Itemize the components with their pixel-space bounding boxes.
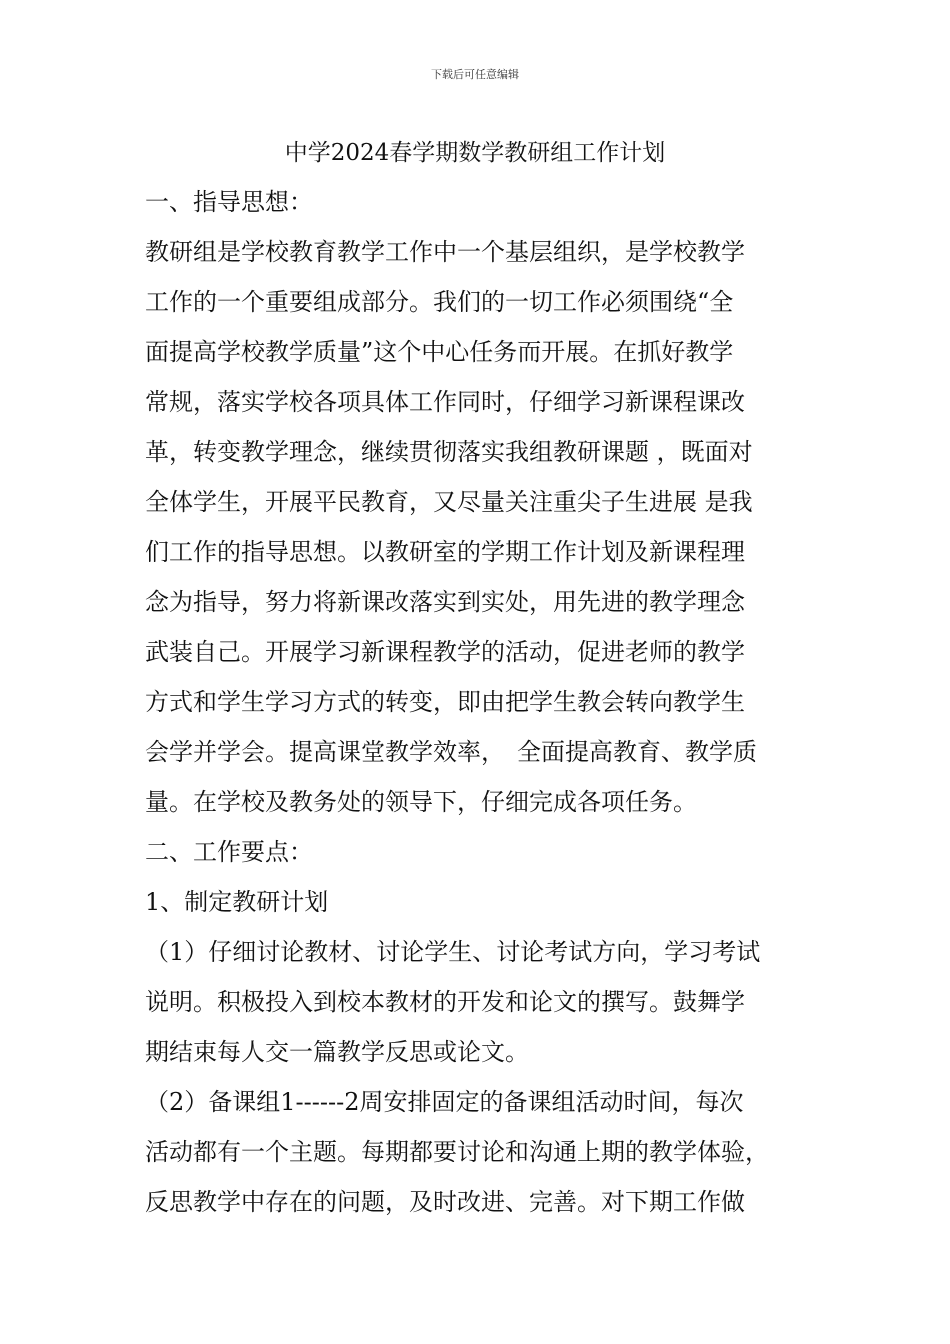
paragraph-line: 方式和学生学习方式的转变，即由把学生教会转向教学生: [145, 688, 745, 716]
paragraph-line: 革，转变教学理念，继续贯彻落实我组教研课题 ，既面对: [145, 438, 753, 466]
document-body: [145, 182, 810, 1232]
paragraph-line: 反思教学中存在的问题，及时改进、完善。对下期工作做: [145, 1188, 745, 1216]
paragraph-line: 念为指导，努力将新课改落实到实处，用先进的教学理念: [145, 588, 745, 616]
paragraph-line: （2）备课组1------2周安排固定的备课组活动时间，每次: [145, 1088, 744, 1116]
paragraph-line: 期结束每人交一篇教学反思或论文。: [145, 1038, 529, 1066]
paragraph-line: 面提高学校教学质量”这个中心任务而开展。在抓好教学: [145, 338, 734, 366]
paragraph-line: 全体学生，开展平民教育，又尽量关注重尖子生进展 是我: [145, 488, 753, 516]
heading-work-points: 二、工作要点：: [145, 838, 313, 866]
header-note: 下载后可任意编辑: [431, 68, 519, 81]
paragraph-line: 会学并学会。提高课堂教学效率， 全面提高教育、教学质: [145, 738, 757, 766]
paragraph-line: 们工作的指导思想。以教研室的学期工作计划及新课程理: [145, 538, 745, 566]
heading-guiding-ideology: 一、指导思想：: [145, 188, 313, 216]
document-title: 中学2024春学期数学教研组工作计划: [284, 140, 666, 166]
paragraph-line: （1）仔细讨论教材、讨论学生、讨论考试方向，学习考试: [145, 938, 761, 966]
paragraph-line: 量。在学校及教务处的领导下，仔细完成各项任务。: [145, 788, 697, 816]
paragraph-line: 常规，落实学校各项具体工作同时，仔细学习新课程课改: [145, 388, 745, 416]
paragraph-line: 工作的一个重要组成部分。我们的一切工作必须围绕“全: [145, 288, 734, 316]
paragraph-line: 活动都有一个主题。每期都要讨论和沟通上期的教学体验，: [145, 1138, 769, 1166]
paragraph-line: 说明。积极投入到校本教材的开发和论文的撰写。鼓舞学: [145, 988, 745, 1016]
paragraph-line: 武装自己。开展学习新课程教学的活动，促进老师的教学: [145, 638, 745, 666]
subheading-teaching-research-plan: 1、制定教研计划: [145, 888, 329, 916]
paragraph-line: 教研组是学校教育教学工作中一个基层组织，是学校教学: [145, 238, 745, 266]
